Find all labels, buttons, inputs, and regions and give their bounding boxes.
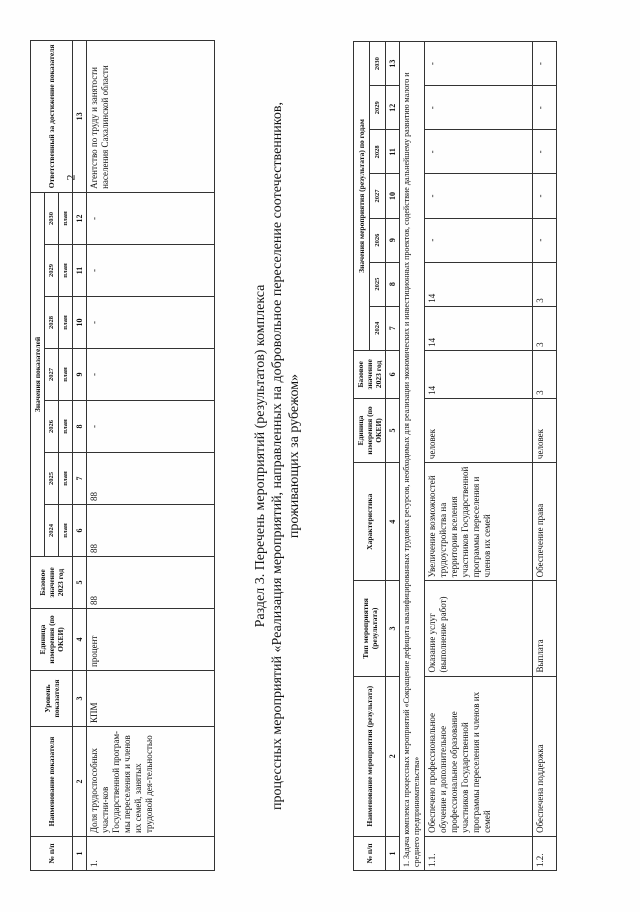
row-base: 88 bbox=[87, 557, 215, 609]
header-plan: план bbox=[59, 401, 73, 453]
header-year: 2028 bbox=[45, 297, 59, 349]
row-unit: человек bbox=[425, 398, 533, 462]
header-name: Наименование показателя bbox=[31, 727, 73, 837]
header-year: 2026 bbox=[45, 401, 59, 453]
page-number: 2 bbox=[63, 174, 78, 181]
row-value: - bbox=[533, 86, 557, 130]
row-value: - bbox=[425, 130, 533, 174]
col-number: 10 bbox=[73, 297, 87, 349]
header-year: 2024 bbox=[370, 306, 386, 350]
header-base: Базовое значение 2023 год bbox=[354, 350, 386, 398]
row-base: 14 bbox=[425, 350, 533, 398]
table-row bbox=[87, 40, 215, 870]
row-name: Доля трудоспособных участни-ков Государственной програм-мы переселения и членов их семей, занятых трудовой дея-тельностью bbox=[87, 727, 215, 837]
header-values: Значения мероприятия (результата) по годам bbox=[354, 42, 370, 351]
row-name: Обеспечено профессиональное обучение и дополнительное профессиональное образование участников Государственной программы переселения и членов их семей bbox=[425, 676, 533, 836]
row-value: - bbox=[87, 245, 215, 297]
row-desc: Обеспечение права bbox=[533, 463, 557, 581]
col-number: 7 bbox=[73, 453, 87, 505]
row-value: - bbox=[425, 174, 533, 218]
col-number: 8 bbox=[386, 262, 400, 306]
header-year: 2028 bbox=[370, 130, 386, 174]
task-text: 1. Задача комплекса процессных мероприятий «Сокращение дефицита квалифицированных трудовых ресурсов, необходимых для реализации экономических и инвестиционных проектов, содействие дальнейшему развитию малого и среднего предпринимательства» bbox=[400, 42, 425, 871]
row-value: 88 bbox=[87, 453, 215, 505]
row-value: - bbox=[533, 130, 557, 174]
header-values: Значения показателей bbox=[31, 192, 45, 556]
header-num: № п/п bbox=[31, 837, 73, 871]
row-desc: Увеличение возможностей трудоустройства на территории вселения участников Государственной программы переселения и членов их семей bbox=[425, 463, 533, 581]
row-unit: человек bbox=[533, 398, 557, 462]
section-title-line: процессных мероприятий «Реализация мероприятий, направленных на добровольное переселение соотечественников, bbox=[270, 102, 285, 810]
indicators-table bbox=[30, 40, 215, 871]
row-value: - bbox=[425, 42, 533, 86]
col-number: 5 bbox=[386, 398, 400, 462]
row-base: 3 bbox=[533, 350, 557, 398]
row-unit: процент bbox=[87, 609, 215, 671]
header-name: Наименование мероприятия (результата) bbox=[354, 676, 386, 836]
col-number: 11 bbox=[73, 245, 87, 297]
row-level: КПМ bbox=[87, 671, 215, 727]
row-value: - bbox=[87, 297, 215, 349]
row-value: - bbox=[425, 86, 533, 130]
col-number: 4 bbox=[73, 609, 87, 671]
header-unit: Единица измерения (по ОКЕИ) bbox=[31, 609, 73, 671]
row-type: Выплата bbox=[533, 581, 557, 676]
col-number: 12 bbox=[73, 192, 87, 244]
task-row bbox=[400, 42, 425, 871]
table-row bbox=[533, 42, 557, 871]
row-value: 3 bbox=[533, 306, 557, 350]
row-value: 3 bbox=[533, 262, 557, 306]
rotated-landscape-content bbox=[20, 15, 620, 895]
row-value: 14 bbox=[425, 262, 533, 306]
header-row bbox=[354, 42, 370, 871]
col-number: 6 bbox=[73, 505, 87, 557]
row-num: 1.1. bbox=[425, 836, 533, 870]
header-plan: план bbox=[59, 349, 73, 401]
header-plan: план bbox=[59, 453, 73, 505]
column-number-row bbox=[386, 42, 400, 871]
header-year: 2027 bbox=[45, 349, 59, 401]
col-number: 6 bbox=[386, 350, 400, 398]
col-number: 2 bbox=[73, 727, 87, 837]
col-number: 4 bbox=[386, 463, 400, 581]
row-value: - bbox=[533, 42, 557, 86]
row-value: 88 bbox=[87, 505, 215, 557]
row-responsible: Агентство по труду и занятости населения Сахалинской области bbox=[87, 40, 215, 192]
col-number: 1 bbox=[73, 837, 87, 871]
header-year: 2030 bbox=[45, 192, 59, 244]
header-year: 2030 bbox=[370, 42, 386, 86]
row-type: Оказание услуг (выполнение работ) bbox=[425, 581, 533, 676]
row-value: - bbox=[533, 218, 557, 262]
col-number: 12 bbox=[386, 86, 400, 130]
header-level: Уровень показателя bbox=[31, 671, 73, 727]
section-title-line: Раздел 3. Перечень мероприятий (результатов) комплекса bbox=[253, 284, 268, 628]
row-value: - bbox=[533, 174, 557, 218]
col-number: 3 bbox=[386, 581, 400, 676]
row-value: - bbox=[87, 192, 215, 244]
header-type: Тип мероприятия (результата) bbox=[354, 581, 386, 676]
header-year: 2026 bbox=[370, 218, 386, 262]
col-number: 13 bbox=[386, 42, 400, 86]
row-value: - bbox=[87, 401, 215, 453]
section-title bbox=[252, 41, 303, 871]
header-year: 2029 bbox=[370, 86, 386, 130]
header-year: 2025 bbox=[370, 262, 386, 306]
header-desc: Характеристика bbox=[354, 463, 386, 581]
header-year: 2029 bbox=[45, 245, 59, 297]
col-number: 13 bbox=[73, 40, 87, 192]
header-year: 2027 bbox=[370, 174, 386, 218]
col-number: 2 bbox=[386, 676, 400, 836]
col-number: 9 bbox=[73, 349, 87, 401]
col-number: 11 bbox=[386, 130, 400, 174]
row-value: 14 bbox=[425, 306, 533, 350]
header-plan: план bbox=[59, 297, 73, 349]
row-value: - bbox=[425, 218, 533, 262]
activities-table bbox=[353, 41, 557, 871]
header-row bbox=[31, 40, 45, 870]
header-plan: план bbox=[59, 505, 73, 557]
header-responsible: Ответственный за достижение показателя bbox=[31, 40, 73, 192]
table-row bbox=[425, 42, 533, 871]
col-number: 8 bbox=[73, 401, 87, 453]
col-number: 5 bbox=[73, 557, 87, 609]
header-plan: план bbox=[59, 192, 73, 244]
col-number: 3 bbox=[73, 671, 87, 727]
header-unit: Единица измерения (по ОКЕИ) bbox=[354, 398, 386, 462]
header-plan: план bbox=[59, 245, 73, 297]
col-number: 10 bbox=[386, 174, 400, 218]
col-number: 7 bbox=[386, 306, 400, 350]
header-year: 2025 bbox=[45, 453, 59, 505]
col-number: 9 bbox=[386, 218, 400, 262]
section-title-line: проживающих за рубежом» bbox=[287, 373, 302, 539]
row-name: Обеспечена поддержка bbox=[533, 676, 557, 836]
row-value: - bbox=[87, 349, 215, 401]
col-number: 1 bbox=[386, 836, 400, 870]
column-number-row bbox=[73, 40, 87, 870]
row-num: 1. bbox=[87, 837, 215, 871]
header-num: № п/п bbox=[354, 836, 386, 870]
header-base: Базовое значение 2023 год bbox=[31, 557, 73, 609]
header-year: 2024 bbox=[45, 505, 59, 557]
row-num: 1.2. bbox=[533, 836, 557, 870]
